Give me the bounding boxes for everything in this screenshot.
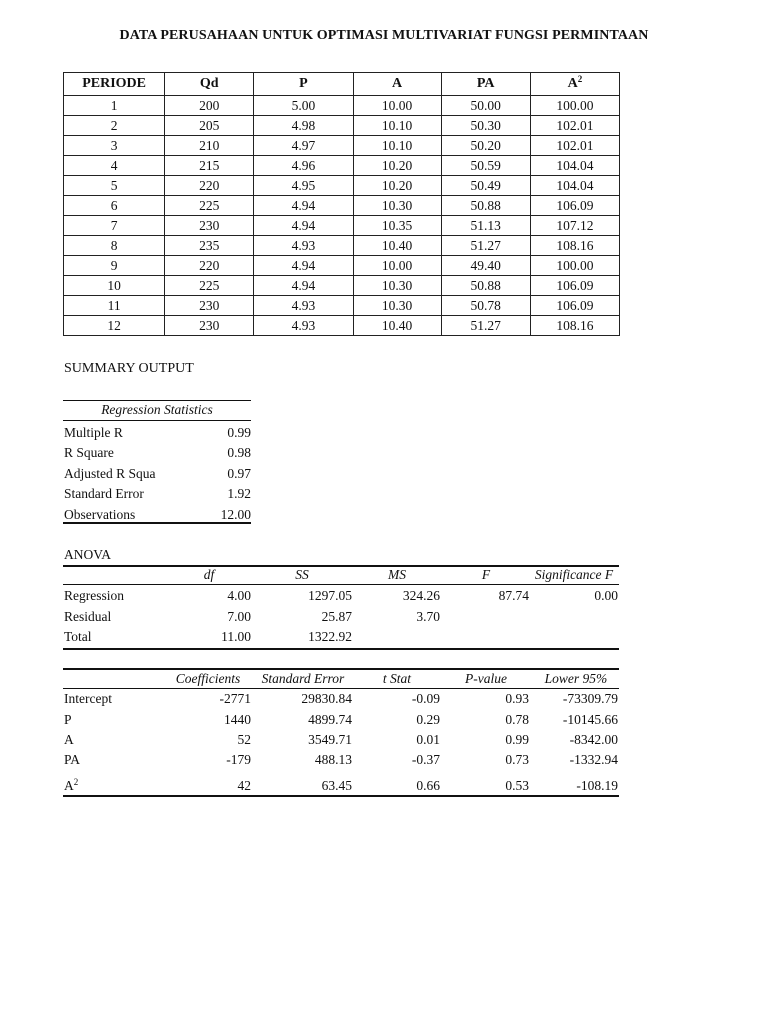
coef-lower-value: -73309.79 — [562, 691, 618, 706]
coef-row-label-text: A — [64, 778, 74, 793]
anova-df-value: 11.00 — [221, 629, 251, 644]
cell-a-squared: 100.00 — [530, 96, 619, 116]
table-row — [64, 236, 620, 256]
coef-row-label-sup: 2 — [73, 777, 79, 787]
coef-coef-value: 42 — [237, 778, 251, 793]
table-row — [64, 176, 620, 196]
regstats-header: Regression Statistics — [101, 402, 213, 417]
document-title: DATA PERUSAHAAN UNTUK OPTIMASI MULTIVARIAT FUNGSI PERMINTAAN — [119, 28, 649, 43]
anova-row-label: Residual — [64, 609, 112, 624]
cell-qd: 225 — [165, 196, 254, 216]
regstats-label: Observations — [64, 507, 136, 522]
cell-a-squared: 106.09 — [530, 276, 619, 296]
coef-se-value: 4899.74 — [308, 712, 352, 727]
cell-a: 10.20 — [353, 176, 441, 196]
cell-p: 4.96 — [254, 156, 353, 176]
cell-p: 4.95 — [254, 176, 353, 196]
cell-pa: 50.59 — [441, 156, 530, 176]
cell-pa: 50.20 — [441, 136, 530, 156]
cell-periode: 5 — [64, 176, 165, 196]
coef-coef-value: -2771 — [219, 691, 251, 706]
cell-a-squared: 106.09 — [530, 296, 619, 316]
summary-output-label: SUMMARY OUTPUT — [64, 361, 194, 376]
regstats-value: 12.00 — [220, 507, 251, 522]
regstats-label: Adjusted R Squa — [64, 466, 156, 481]
cell-a-squared: 106.09 — [530, 196, 619, 216]
header-pa: PA — [441, 73, 530, 96]
anova-df-value: 7.00 — [227, 609, 251, 624]
cell-a: 10.10 — [353, 136, 441, 156]
regstats-label: Multiple R — [64, 425, 123, 440]
coef-se-value: 488.13 — [314, 752, 352, 767]
regstats-bottom-rule — [63, 522, 251, 524]
cell-a-squared: 102.01 — [530, 116, 619, 136]
coef-row-label — [64, 691, 112, 707]
regstats-header-rule — [63, 420, 251, 421]
anova-ss-value: 1322.92 — [308, 629, 352, 644]
cell-qd: 210 — [165, 136, 254, 156]
table-row — [64, 136, 620, 156]
cell-a: 10.40 — [353, 236, 441, 256]
coef-lower-value: -10145.66 — [562, 712, 618, 727]
cell-a: 10.40 — [353, 316, 441, 336]
cell-a: 10.00 — [353, 96, 441, 116]
cell-periode: 2 — [64, 116, 165, 136]
cell-periode: 9 — [64, 256, 165, 276]
cell-p: 4.93 — [254, 296, 353, 316]
regstats-label: Standard Error — [64, 486, 144, 501]
coef-se-value: 63.45 — [321, 778, 352, 793]
cell-periode: 12 — [64, 316, 165, 336]
anova-ss-value: 1297.05 — [308, 588, 352, 603]
cell-a: 10.30 — [353, 296, 441, 316]
coef-t-value: -0.09 — [411, 691, 440, 706]
cell-a: 10.30 — [353, 276, 441, 296]
cell-qd: 200 — [165, 96, 254, 116]
coef-p-value: 0.93 — [505, 691, 529, 706]
table-row — [64, 296, 620, 316]
cell-pa: 49.40 — [441, 256, 530, 276]
cell-a: 10.10 — [353, 116, 441, 136]
coef-row-label-text: P — [64, 712, 72, 727]
coef-top-rule — [63, 668, 619, 670]
cell-p: 5.00 — [254, 96, 353, 116]
cell-pa: 50.00 — [441, 96, 530, 116]
cell-a: 10.00 — [353, 256, 441, 276]
cell-a-squared: 104.04 — [530, 156, 619, 176]
cell-qd: 230 — [165, 296, 254, 316]
coef-p-value: 0.73 — [505, 752, 529, 767]
cell-qd: 220 — [165, 176, 254, 196]
header-periode: PERIODE — [64, 73, 165, 96]
anova-row-label: Total — [64, 629, 92, 644]
table-row — [64, 316, 620, 336]
cell-qd: 215 — [165, 156, 254, 176]
cell-a: 10.30 — [353, 196, 441, 216]
cell-a: 10.20 — [353, 156, 441, 176]
coef-t-value: 0.01 — [416, 732, 440, 747]
header-qd: Qd — [165, 73, 254, 96]
cell-pa: 50.78 — [441, 296, 530, 316]
table-row — [64, 96, 620, 116]
coef-row-label — [64, 778, 78, 794]
table-row — [64, 216, 620, 236]
header-a-squared: $A^2$ — [530, 73, 619, 96]
header-a: A — [353, 73, 441, 96]
coef-p-value: 0.53 — [505, 778, 529, 793]
coef-header-2: t Stat — [382, 671, 412, 686]
anova-header-3: F — [481, 567, 491, 582]
anova-f-value: 87.74 — [498, 588, 529, 603]
cell-p: 4.94 — [254, 216, 353, 236]
cell-qd: 230 — [165, 316, 254, 336]
cell-a: 10.35 — [353, 216, 441, 236]
cell-periode: 7 — [64, 216, 165, 236]
header-p: P — [254, 73, 353, 96]
regstats-value: 0.98 — [227, 445, 251, 460]
cell-a-squared: 108.16 — [530, 236, 619, 256]
cell-periode: 6 — [64, 196, 165, 216]
coef-coef-value: 52 — [237, 732, 251, 747]
coef-header-rule — [63, 688, 619, 689]
coef-coef-value: 1440 — [224, 712, 251, 727]
cell-periode: 4 — [64, 156, 165, 176]
anova-bottom-rule — [63, 648, 619, 650]
anova-header-2: MS — [388, 567, 406, 582]
cell-pa: 50.30 — [441, 116, 530, 136]
company-data-table — [63, 72, 620, 336]
coef-header-4: Lower 95% — [544, 671, 608, 686]
coef-row-label — [64, 752, 80, 768]
anova-sig-value: 0.00 — [594, 588, 618, 603]
anova-label: ANOVA — [64, 547, 112, 562]
coef-row-label-text: A — [64, 732, 74, 747]
anova-header-0: df — [203, 567, 215, 582]
anova-header-rule — [63, 584, 619, 585]
regstats-value: 0.99 — [227, 425, 251, 440]
coef-header-0: Coefficients — [175, 671, 241, 686]
cell-pa: 51.27 — [441, 236, 530, 256]
cell-p: 4.94 — [254, 256, 353, 276]
regstats-value: 1.92 — [227, 486, 251, 501]
cell-periode: 3 — [64, 136, 165, 156]
coef-t-value: -0.37 — [411, 752, 440, 767]
cell-p: 4.93 — [254, 316, 353, 336]
table-row — [64, 116, 620, 136]
anova-ms-value: 324.26 — [402, 588, 440, 603]
cell-qd: 235 — [165, 236, 254, 256]
cell-p: 4.94 — [254, 196, 353, 216]
cell-a-squared: 102.01 — [530, 136, 619, 156]
coef-p-value: 0.99 — [505, 732, 529, 747]
cell-periode: 8 — [64, 236, 165, 256]
cell-qd: 225 — [165, 276, 254, 296]
cell-periode: 11 — [64, 296, 165, 316]
anova-ss-value: 25.87 — [321, 609, 352, 624]
cell-qd: 205 — [165, 116, 254, 136]
table-row — [64, 276, 620, 296]
table-row — [64, 156, 620, 176]
anova-df-value: 4.00 — [227, 588, 251, 603]
coef-coef-value: -179 — [226, 752, 251, 767]
cell-a-squared: 107.12 — [530, 216, 619, 236]
regstats-value: 0.97 — [227, 466, 251, 481]
coef-se-value: 3549.71 — [308, 732, 352, 747]
coef-row-label — [64, 732, 74, 748]
anova-header-1: SS — [295, 567, 309, 582]
coef-bottom-rule — [63, 795, 619, 797]
cell-a-squared: 100.00 — [530, 256, 619, 276]
cell-pa: 51.27 — [441, 316, 530, 336]
cell-p: 4.93 — [254, 236, 353, 256]
cell-a-squared: 108.16 — [530, 316, 619, 336]
cell-pa: 50.88 — [441, 196, 530, 216]
cell-p: 4.98 — [254, 116, 353, 136]
table-row — [64, 196, 620, 216]
coef-header-1: Standard Error — [261, 671, 345, 686]
cell-pa: 51.13 — [441, 216, 530, 236]
coef-header-3: P-value — [465, 671, 507, 686]
coef-t-value: 0.66 — [416, 778, 440, 793]
coef-row-label-text: PA — [64, 752, 81, 767]
anova-ms-value: 3.70 — [416, 609, 440, 624]
cell-periode: 10 — [64, 276, 165, 296]
cell-pa: 50.49 — [441, 176, 530, 196]
coef-lower-value: -1332.94 — [569, 752, 618, 767]
cell-p: 4.94 — [254, 276, 353, 296]
coef-row-label-text: Intercept — [64, 691, 112, 706]
regstats-label: R Square — [64, 445, 114, 460]
cell-pa: 50.88 — [441, 276, 530, 296]
anova-header-4: Significance F — [534, 567, 614, 582]
regstats-top-rule — [63, 400, 251, 401]
coef-t-value: 0.29 — [416, 712, 440, 727]
cell-a-squared: 104.04 — [530, 176, 619, 196]
coef-row-label — [64, 712, 72, 728]
cell-qd: 220 — [165, 256, 254, 276]
cell-p: 4.97 — [254, 136, 353, 156]
table-header-row — [64, 73, 620, 96]
coef-p-value: 0.78 — [505, 712, 529, 727]
anova-row-label: Regression — [64, 588, 124, 603]
coef-lower-value: -8342.00 — [569, 732, 618, 747]
cell-qd: 230 — [165, 216, 254, 236]
cell-periode: 1 — [64, 96, 165, 116]
table-row — [64, 256, 620, 276]
coef-se-value: 29830.84 — [301, 691, 352, 706]
coef-lower-value: -108.19 — [576, 778, 618, 793]
